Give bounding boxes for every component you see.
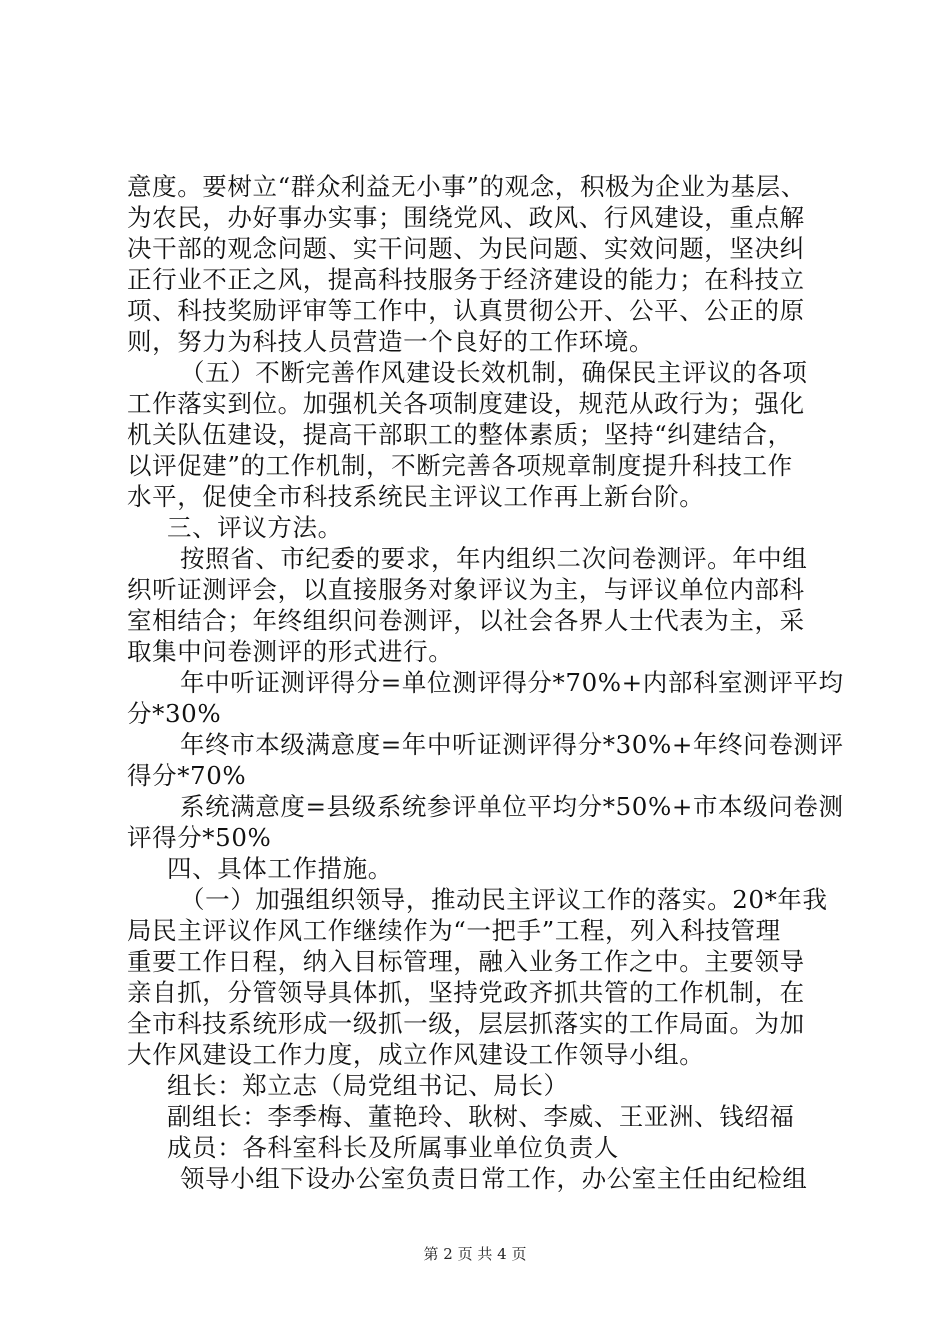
text-line: 按照省、市纪委的要求，年内组织二次问卷测评。年中组 — [180, 544, 808, 573]
text-line: 分*30% — [127, 699, 222, 728]
text-line: 工作落实到位。加强机关各项制度建设，规范从政行为；强化 — [127, 389, 805, 418]
text-line: （一）加强组织领导，推动民主评议工作的落实。20*年我 — [180, 885, 828, 914]
text-line: 评得分*50% — [127, 823, 272, 852]
text-line: 机关队伍建设，提高干部职工的整体素质；坚持“纠建结合， — [127, 420, 793, 449]
text-line: 四、具体工作措施。 — [167, 854, 393, 883]
text-line: 室相结合；年终组织问卷测评，以社会各界人士代表为主，采 — [127, 606, 805, 635]
text-line: 正行业不正之风，提高科技服务于经济建设的能力；在科技立 — [127, 265, 805, 294]
text-line: 则，努力为科技人员营造一个良好的工作环境。 — [127, 327, 655, 356]
text-line: 织听证测评会，以直接服务对象评议为主，与评议单位内部科 — [127, 575, 805, 604]
text-line: 领导小组下设办公室负责日常工作，办公室主任由纪检组 — [180, 1164, 808, 1193]
text-line: 年中听证测评得分=单位测评得分*70%+内部科室测评平均 — [180, 668, 844, 697]
text-line: 决干部的观念问题、实干问题、为民问题、实效问题，坚决纠 — [127, 234, 805, 263]
text-line: 全市科技系统形成一级抓一级，层层抓落实的工作局面。为加 — [127, 1009, 805, 1038]
text-line: 局民主评议作风工作继续作为“一把手”工程，列入科技管理 — [127, 916, 781, 945]
text-line: 为农民，办好事办实事；围绕党风、政风、行风建设，重点解 — [127, 203, 805, 232]
text-line: 大作风建设工作力度，成立作风建设工作领导小组。 — [127, 1040, 705, 1069]
text-line: 取集中问卷测评的形式进行。 — [127, 637, 454, 666]
text-line: 副组长：李季梅、董艳玲、耿树、李威、王亚洲、钱绍福 — [167, 1102, 795, 1131]
text-line: 三、评议方法。 — [167, 513, 343, 542]
text-line: 水平，促使全市科技系统民主评议工作再上新台阶。 — [127, 482, 705, 511]
text-line: 系统满意度=县级系统参评单位平均分*50%+市本级问卷测 — [180, 792, 844, 821]
text-line: 亲自抓，分管领导具体抓，坚持党政齐抓共管的工作机制，在 — [127, 978, 805, 1007]
text-line: 意度。要树立“群众利益无小事”的观念，积极为企业为基层、 — [127, 172, 806, 201]
document-body — [127, 171, 844, 1194]
page-footer: 第 2 页 共 4 页 — [423, 1245, 527, 1263]
text-line: 成员：各科室科长及所属事业单位负责人 — [167, 1133, 619, 1162]
text-line: （五）不断完善作风建设长效机制，确保民主评议的各项 — [180, 358, 808, 387]
text-line: 以评促建”的工作机制，不断完善各项规章制度提升科技工作 — [127, 451, 793, 480]
text-line: 项、科技奖励评审等工作中，认真贯彻公开、公平、公正的原 — [127, 296, 805, 325]
text-line: 得分*70% — [127, 761, 247, 790]
text-line: 年终市本级满意度=年中听证测评得分*30%+年终问卷测评 — [180, 730, 844, 759]
paragraph-lines — [127, 171, 844, 1194]
text-line: 重要工作日程，纳入目标管理，融入业务工作之中。主要领导 — [127, 947, 805, 976]
text-line: 组长：郑立志（局党组书记、局长） — [167, 1071, 569, 1100]
